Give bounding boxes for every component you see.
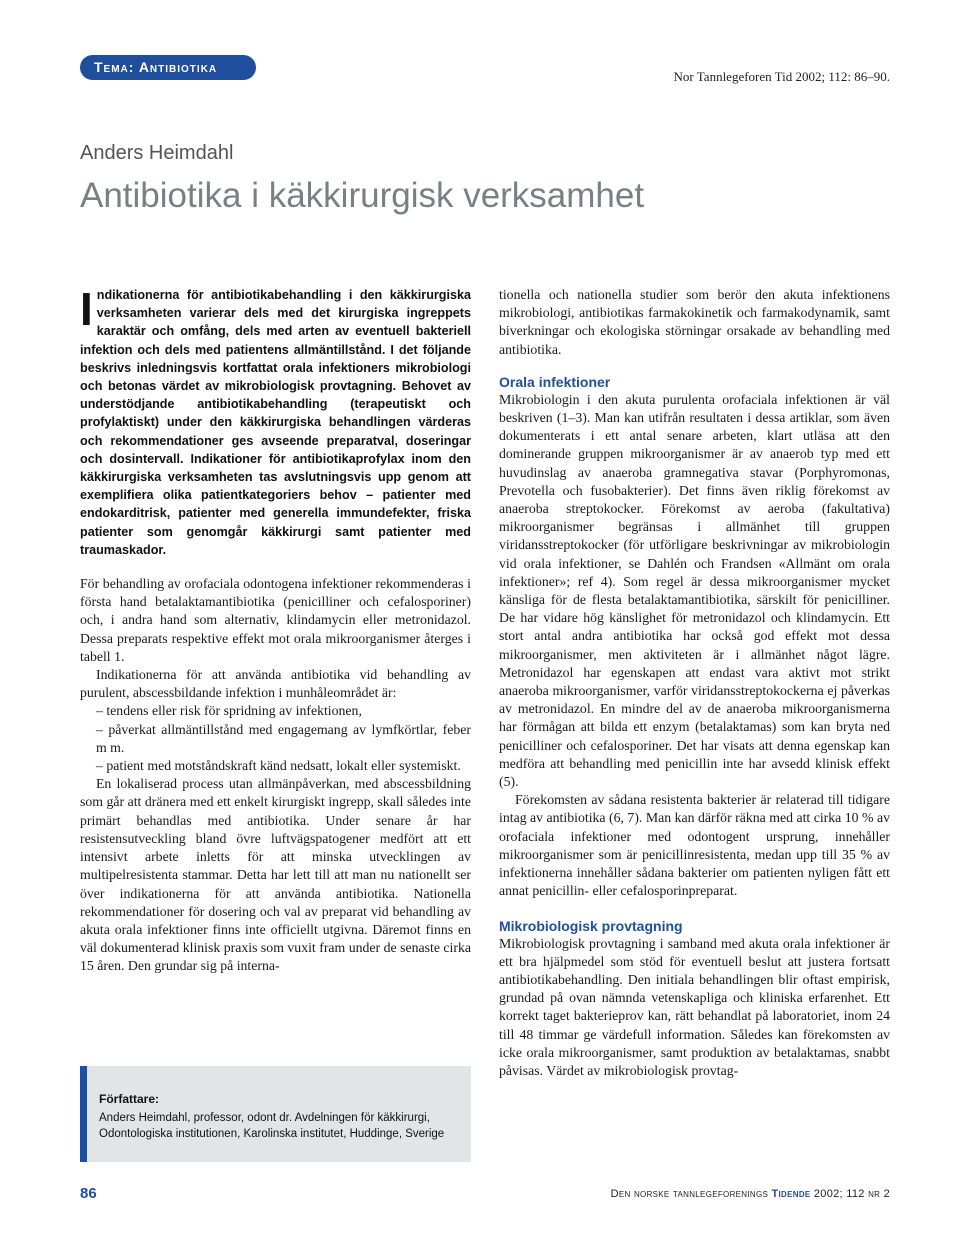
body-paragraph: För behandling av orofaciala odontogena infektioner rekommenderas i första hand betalaktamantibiotika (penicilliner och cefalosporiner) och, i andra hand som alternativ, klindamycin eller metronidazol. Dessa preparats respektive effekt mot orala mikroorganismer återges i tabell 1. [80,576,471,664]
body-paragraph: tionella och nationella studier som berör den akuta infektionens mikrobiologi, antibiotikas farmakokinetik och farmakodynamik, samt biverkningar och ekologiska störningar orsakade av behandling med antibiotika. [499,287,890,357]
body-paragraph: Indikationerna för att använda antibiotika vid behandling av purulent, abscessbildande infektion i munhåleområdet är: [80,667,471,701]
journal-reference: Nor Tannlegeforen Tid 2002; 112: 86–90. [673,69,890,84]
theme-name: Antibiotika [138,59,218,75]
author-box-label: Författare: [99,1092,160,1106]
author-box-line: Anders Heimdahl, professor, odont dr. Avdelningen för käkkirurgi, [99,1112,430,1124]
section-heading: Mikrobiologisk provtagning [499,917,683,934]
footer-journal-suffix: 2002; 112 nr 2 [813,1188,890,1200]
section-heading: Orala infektioner [499,373,611,390]
author-box-line: Odontologiska institutionen, Karolinska institutet, Huddinge, Sverige [99,1128,445,1140]
theme-prefix: Tema: [94,59,135,75]
author-info-box [80,1066,471,1162]
dash-list-item: – tendens eller risk för spridning av infektionen, [96,703,362,719]
article-author: Anders Heimdahl [80,142,234,164]
lead-paragraph [80,283,471,559]
dash-list-item: – påverkat allmäntillstånd med engagemang av lymfkörtlar, feber m m. [96,721,471,755]
body-paragraph: En lokaliserad process utan allmänpåverkan, med abscessbildning som går att dränera med ett enkelt kirurgiskt ingrepp, skall således inte primärt behandlas med antibiotika. Under senare år har resistensutveckling bland övre luftvägspatogener medfört att ett intensivt arbete inletts för att minska utvecklingen av multipelresistenta stammar. Detta har lett till att man nu nationellt ser över indikationerna för att använda antibiotika. Nationella rekommendationer för dosering och val av preparat vid behandling av akuta orala infektioner finns inte officiellt utgivna. Däremot finns en väl dokumenterad klinisk praxis som vuxit fram under de senaste cirka 15 åren. Den grundar sig på interna- [80,776,471,974]
body-paragraph: Mikrobiologin i den akuta purulenta orofaciala infektionen är väl beskriven (1–3). Man kan utifrån resultaten i dessa artiklar, som även dokumenterats i ett antal senare arbeten, klart utläsa att den dominerande gruppen mikroorganismer är av anaerob typ med ett huvudinslag av anaeroba gramnegativa stavar (Porphyromonas, Prevotella och fusobakterier). Det finns även riklig förekomst av anaeroba streptokocker. Förekomst av aeroba (fakultativa) mikroorganismer begränsas i allmänhet till gruppen viridansstreptokocker (för utförligare beskrivningar av mikrobiologin vid orala infektioner, se Dahlén och Frandsen «Allmänt om orala infektioner»; ref 4). Som regel är dessa mikroorganismer mycket känsliga för de flesta betalaktamantibiotika, särskilt för penicilliner. De har vidare hög känslighet för metronidazol och klindamycin. Ett stort antal andra antibiotika har också god effekt mot dessa mikroorganismer, men aktiviteten är i allmänhet något lägre. Metronidazol har egenskapen att endast vara aktivt mot strikt anaeroba mikroorganismer, varför viridansstreptokockerna ej påverkas av metronidazol. En mindre del av de anaeroba mikroorganismerna har förmågan att bilda ett enzym (betalaktamas) som kan bryta ned penicilliner och cefalosporiner. Det har visats att denna egenskap kan medföra att behandling med penicillin inte har avsedd klinisk effekt (5). [499,391,890,790]
left-body [80,575,471,975]
footer-journal-name: Tidende [771,1188,811,1200]
page-number: 86 [80,1185,97,1202]
footer-journal-prefix: Den norske tannlegeforenings [610,1188,769,1200]
article-title: Antibiotika i käkkirurgisk verksamhet [80,176,645,215]
drop-cap: I [80,283,93,335]
dash-list-item: – patient med motståndskraft känd nedsatt, lokalt eller systemiskt. [96,758,461,774]
body-paragraph: Förekomsten av sådana resistenta bakterier är relaterad till tidigare intag av antibiotika (6, 7). Man kan därför räkna med att cirka 10 % av orofaciala infektioner med odontogent ursprung, innehåller mikroorganismer som är penicillinresistenta, medan upp till 35 % av infektionerna innehåller sådana bakterier om patienten nyligen fått ett annat penicillin- eller cefalosporinpreparat. [499,792,890,899]
left-column [80,283,471,976]
theme-badge [80,55,256,80]
lead-text: ndikationerna för antibiotikabehandling i den käkkirurgiska verksamheten varierar dels med det kirurgiska ingreppets karaktär och omfång, dels med arten av eventuell bakteriell infektion och dels med patientens allmäntillstånd. I det följande beskrivs inledningsvis kortfattat orala infektioners mikrobiologi och betonas värdet av mikrobiologisk provtagning. Behovet av understödjande antibiotikabehandling (terapeutiskt och profylaktiskt) under den käkkirurgiska behandlingen värderas och rekommendationer ges avseende preparatval, doseringar och dosintervall. Indikationer för antibiotikaprofylax inom den käkkirurgiska verksamheten tas avslutningsvis upp genom att exemplifiera olika patientkategoriers behov – patienter med endokarditrisk, patienter med generella immundefekter, friska patienter som genomgår käkkirurgi samt patienter med traumaskador. [80,288,471,557]
right-column [499,286,890,1080]
footer-journal [611,1188,890,1200]
body-paragraph: Mikrobiologisk provtagning i samband med akuta orala infektioner är ett bra hjälpmedel som stöd för eventuell beslut att justera fortsatt antibiotikabehandling. Den initiala behandlingen blir oftast empirisk, grundad på ovan nämnda vetenskapliga och kliniska erfarenhet. Ett korrekt taget bakterieprov kan, rätt behandlat på laboratoriet, inom 24 till 48 timmar ge värdefull information. Således kan förekomsten av icke orala mikroorganismer, samt produktion av betalaktamas, snabbt påvisas. Värdet av mikrobiologisk provtag- [499,935,890,1078]
